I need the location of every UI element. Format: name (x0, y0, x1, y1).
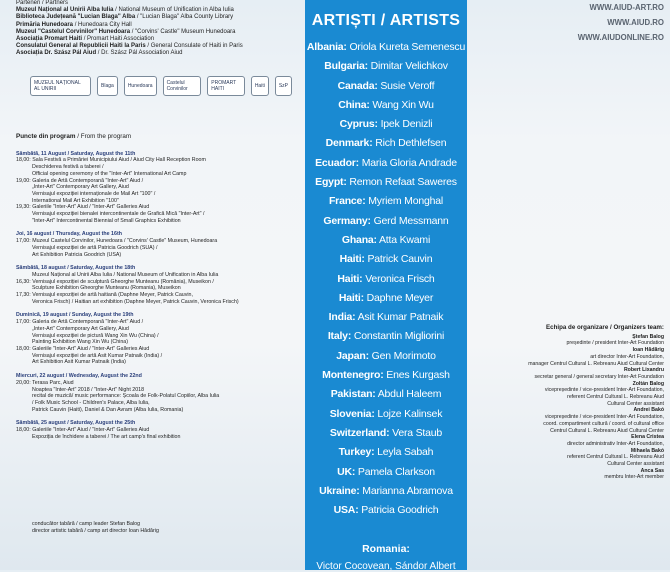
event-line: Veronica Frisch) / Haitian art exhibition (Daphne Meyer, Patrick Cauvin, Veronica Frisch) (32, 298, 239, 305)
member-name: Ștefan Balog (632, 333, 664, 340)
partner-row (16, 7, 302, 14)
event-line: „Inter-Art" Contemporary Art Gallery, Aiud (32, 184, 129, 191)
artist-country: Cyprus: (339, 118, 378, 131)
artist-name: Enes Kurgash (386, 369, 450, 382)
partner-name-en: / General Consulate of Haiti in Paris (145, 43, 243, 50)
artist-row (305, 385, 467, 404)
partner-name-en: / National Museum of Unification in Alba Iulia (113, 7, 234, 14)
artist-row (305, 424, 467, 443)
program-event (16, 151, 300, 225)
artist-name: Gerd Messmann (373, 214, 449, 227)
team-member (467, 381, 664, 408)
artist-country: Ghana: (341, 233, 377, 246)
artist-name: Patricia Goodrich (361, 504, 439, 517)
program-event (16, 312, 300, 366)
partner-row (16, 29, 302, 36)
partner-name: Muzeul "Castelul Corvinilor" Hunedoara (16, 28, 131, 35)
program-event (16, 420, 300, 440)
event-date: Sâmbătă, 18 august / Saturday, August the 18th (16, 265, 136, 272)
partner-name: Asociația Promart Haiti (16, 36, 83, 43)
artist-name: Lojze Kalinsek (377, 407, 443, 420)
member-role: președinte / president Inter-Art Foundation (566, 340, 664, 347)
member-role: secretar general / general secretary Inter-Art Foundation (534, 373, 664, 380)
member-name: Mihaela Bakó (630, 447, 664, 454)
event-line: 18,00: Galeriile "Inter-Art" Aiud / "Inter-Art" Galleries Aiud (16, 345, 150, 352)
event-line: Art Exhibition Patricia Goodrich (USA) (32, 251, 122, 258)
member-role: vicepreședinte / vice-president Inter-Art Foundation, (544, 387, 664, 394)
artist-row (305, 173, 467, 192)
artist-row (305, 327, 467, 346)
member-role: referent Centrul Cultural L. Rebreanu Aiud (567, 394, 664, 401)
artist-name: Myriem Monghal (368, 195, 444, 208)
artist-row (305, 38, 467, 57)
artist-country: Ecuador: (315, 156, 359, 169)
artist-row (305, 212, 467, 231)
partner-row (16, 43, 302, 50)
artist-name: Leyla Sabah (377, 446, 434, 459)
partner-logo: Blaga (97, 76, 118, 96)
member-name: Robert Lixandru (623, 367, 664, 374)
artist-row (305, 250, 467, 269)
artist-country: USA: (333, 504, 359, 517)
event-date: Miercuri, 22 august / Wednesday, August the 22nd (16, 373, 142, 380)
event-line: 17,00: Muzeul Castelul Corvinilor, Hunedoara / "Corvins' Castle" Museum, Hunedoara (16, 238, 218, 245)
artist-country: Japan: (336, 349, 369, 362)
artist-name: Oriola Kureta Semenescu (349, 41, 466, 53)
website-link[interactable]: WWW.AIUD.RO (607, 18, 664, 27)
event-date: Sâmbătă, 11 August / Saturday, August the 11th (16, 150, 136, 157)
partners-title: Parteneri / Partners (16, 0, 69, 6)
event-line: 18,00: Sala Festivă a Primăriei Municipiului Aiud / Aiud City Hall Reception Room (16, 157, 206, 164)
event-line: International Mail Art Exhibition "100" (32, 197, 119, 204)
event-line: 18,00: Galeriile "Inter-Art" Aiud / "Inter-Art" Galleries Aiud (16, 427, 150, 434)
partners-section (16, 0, 302, 58)
event-line: "Inter-Art" Intercontinental Biennial of Small Graphics Exhibition (32, 217, 181, 224)
artist-name: Pamela Clarkson (357, 465, 435, 478)
program-title-rest: / From the program (75, 133, 132, 140)
partner-logo: Castelul Corvinilor (163, 76, 202, 96)
partner-logo: Haiti (251, 76, 269, 96)
artist-name: Wang Xin Wu (372, 98, 434, 111)
member-role: coord. compartiment cultură / coord. of cultural office (543, 420, 664, 427)
artist-name: Marianna Abramova (362, 484, 453, 497)
website-link[interactable]: WWW.AIUDONLINE.RO (577, 33, 664, 42)
event-line: Sculpture Exhibition Gheorghe Munteanu (Romania), Museikon (32, 285, 181, 292)
artist-country: Haiti: (338, 291, 364, 304)
partner-name-en: / "Lucian Blaga" Alba County Library (135, 14, 234, 21)
member-role: Centrul Cultural L. Rebreanu Aiud Cultural Center (550, 427, 664, 434)
artist-row (305, 289, 467, 308)
partner-row (16, 14, 302, 21)
program-title (16, 134, 300, 141)
leader-line: conducător tabără / camp leader Stefan Balog (32, 521, 141, 527)
member-role: Cultural Center assistant (607, 400, 664, 407)
partner-name: Biblioteca Județeană "Lucian Blaga" Alba (16, 14, 136, 21)
event-line: 17,00: Galeria de Artă Contemporană "Inter-Art" Aiud / (16, 319, 144, 326)
artist-name: Susie Veroff (380, 79, 435, 92)
artist-name: Vera Staub (392, 426, 443, 439)
artist-name: Veronica Frisch (365, 272, 435, 285)
partner-name: Asociația Dr. Szász Pál Aiud (16, 50, 97, 57)
artist-country: Turkey: (338, 446, 375, 459)
member-role: referent Centrul Cultural L. Rebreanu Aiud (567, 454, 664, 461)
artist-country: Egypt: (315, 176, 347, 189)
event-line: Art Exhibition Asit Kumar Patnaik (India) (32, 359, 126, 366)
team-member (467, 367, 664, 380)
organizers-team (467, 325, 664, 481)
romania-label: Romania: (362, 543, 410, 555)
event-line: Painting Exhibition Wang Xin Wu (China) (32, 339, 128, 346)
artist-name: Constantin Migliorini (353, 330, 445, 343)
artist-name: Maria Gloria Andrade (361, 156, 457, 169)
event-line: Official opening ceremony of the "Inter-Art" International Art Camp (32, 170, 187, 177)
artists-title: ARTIȘTI / ARTISTS (311, 12, 461, 29)
event-line: 19,00: Galeria de Artă Contemporană "Inter-Art" Aiud / (16, 177, 144, 184)
romania-artists: Victor Cocovean, Sándor Albert (316, 561, 456, 572)
event-line: Muzeul Național al Unirii Alba Iulia / National Museum of Unification in Alba Iulia (32, 271, 219, 278)
partner-name-en: / "Corvins' Castle" Museum Hunedoara (130, 28, 236, 35)
member-role: vicepreședinte / vice-president Inter-Art Foundation, (544, 414, 664, 421)
partner-name: Muzeul Național al Unirii Alba Iulia (16, 7, 114, 14)
artist-row (305, 443, 467, 462)
team-member (467, 407, 664, 434)
artist-row (305, 463, 467, 482)
partner-row (16, 22, 302, 29)
partner-logo: MUZEUL NAȚIONAL AL UNIRII (30, 76, 91, 96)
website-link[interactable]: WWW.AIUD-ART.RO (589, 3, 664, 12)
event-line: recital de muzică/ music performance: Școala de Folk-Polatul Copiilor, Alba Iulia (32, 393, 220, 400)
member-role: Cultural Center assistant (607, 461, 664, 468)
member-name: Anca Sas (640, 467, 664, 474)
partners-list (16, 7, 302, 57)
artist-country: Albania: (306, 41, 347, 53)
program-title-bold: Puncte din program (16, 133, 76, 140)
member-name: Ioan Hădărig (632, 347, 664, 354)
artist-row (305, 134, 467, 153)
partner-logos (30, 74, 292, 98)
member-name: Andrei Bakó (633, 407, 664, 414)
event-date: Duminică, 19 august / Sunday, August the 19th (16, 312, 134, 319)
artist-row (305, 405, 467, 424)
program-section (16, 134, 300, 447)
event-line: Noaptea "Inter-Art" 2018 / "Inter-Art" Night 2018 (32, 386, 145, 393)
artist-country: Germany: (323, 214, 371, 227)
partner-row (16, 50, 302, 57)
event-line: Vernisajul expoziției de artă Asit Kumar Patnaik (India) / (32, 352, 163, 359)
event-line: / Folk Music School - Children's Palace, Alba Iulia, (32, 399, 150, 406)
member-role: art director Inter-Art Foundation, (590, 353, 664, 360)
artist-row (305, 192, 467, 211)
artist-country: Haiti: (339, 253, 365, 266)
artist-row (305, 347, 467, 366)
partner-name: Consulatul General al Republicii Haiti la Paris (16, 43, 146, 50)
partner-name-en: / Dr. Szász Pál Association Aiud (96, 50, 183, 57)
artist-country: UK: (337, 465, 356, 478)
artists-panel (305, 0, 467, 570)
artist-row (305, 96, 467, 115)
camp-leaders (32, 521, 159, 535)
artist-row (305, 115, 467, 134)
leader-line: director artistic tabără / camp art director Ioan Hădărig (32, 528, 159, 534)
artist-name: Ipek Denizli (380, 118, 433, 131)
artist-country: Slovenia: (329, 407, 375, 420)
event-line: Patrick Cauvin (Haiti), Daniel & Dan Avram (Alba Iulia, Romania) (32, 406, 184, 413)
artist-row (305, 231, 467, 250)
event-line: Deschiderea festivă a taberei / (32, 164, 104, 171)
event-line: 17,30: Vernisajul expoziției de artă haitiană (Daphne Meyer, Patrick Cauvin, (16, 292, 193, 299)
artist-country: Italy: (327, 330, 352, 343)
event-line: Vernisajul expoziției de pictură Wang Xin Wu (China) / (32, 332, 159, 339)
artist-country: China: (338, 98, 370, 111)
artist-country: Montenegro: (322, 369, 384, 382)
artist-name: Atta Kwami (379, 233, 431, 246)
team-title: Echipa de organizare / Organizers team: (546, 324, 664, 331)
artist-name: Dimitar Velichkov (370, 60, 448, 73)
program-event (16, 265, 300, 305)
artist-row (305, 366, 467, 385)
partner-name-en: / Hunedoara City Hall (73, 21, 132, 28)
event-line: „Inter-Art" Contemporary Art Gallery, Aiud (32, 325, 129, 332)
artist-country: India: (328, 311, 356, 324)
artist-row (305, 77, 467, 96)
event-line: 16,30: Vernisajul expoziției de sculptură Gheorghe Munteanu (România), Museikon / (16, 278, 214, 285)
member-name: Zoltán Balog (632, 380, 664, 387)
partner-row (16, 36, 302, 43)
event-line: Vernisajul expoziției internaționale de Mail Art "100" / (32, 190, 156, 197)
artist-country: Bulgaria: (324, 60, 368, 73)
partner-logo: PROMART HAITI (207, 76, 245, 96)
website-links (578, 0, 664, 45)
program-event (16, 373, 300, 413)
team-member (467, 347, 664, 367)
artists-list (305, 38, 467, 520)
artist-country: Denmark: (325, 137, 373, 150)
artist-name: Patrick Cauvin (367, 253, 433, 266)
artist-row (305, 57, 467, 76)
event-line: Vernisajul expoziției de artă Patricia Goodrich (SUA) / (32, 244, 158, 251)
artist-country: Switzerland: (329, 426, 390, 439)
partner-logo: Hunedoara (124, 76, 157, 96)
event-date: Joi, 16 august / Thursday, August the 16th (16, 231, 122, 238)
event-line: 20,00: Terasa Parc, Aiud (16, 379, 74, 386)
member-role: director administrativ Inter-Art Foundation, (567, 440, 664, 447)
right-column (467, 0, 670, 570)
artist-row (305, 308, 467, 327)
partner-name: Primăria Hunedoara (16, 21, 74, 28)
artist-row (305, 270, 467, 289)
artist-country: Haiti: (337, 272, 363, 285)
team-member (467, 468, 664, 481)
artist-country: Pakistan: (330, 388, 376, 401)
artist-name: Abdul Haleem (377, 388, 442, 401)
event-line: 19,30: Galeriile "Inter-Art" Aiud / "Inter-Art" Galleries Aiud (16, 204, 150, 211)
partner-logo: SzP (275, 76, 292, 96)
artist-name: Gen Morimoto (371, 349, 436, 362)
event-line: Vernisajul expoziției bienalei intercontinentale de Grafică Mică "Inter-Art" / (32, 211, 205, 218)
left-column (0, 0, 304, 570)
artist-row (305, 501, 467, 520)
artist-row (305, 482, 467, 501)
artist-name: Rich Dethlefsen (375, 137, 447, 150)
program-event (16, 231, 300, 258)
partner-name-en: / Promart Haiti Association (82, 36, 155, 43)
artist-name: Daphne Meyer (366, 291, 434, 304)
program-events (16, 151, 300, 441)
team-member (467, 334, 664, 347)
artist-name: Asit Kumar Patnaik (357, 311, 444, 324)
event-date: Sâmbătă, 25 august / Saturday, August the 25th (16, 420, 136, 427)
artist-name: Remon Refaat Saweres (349, 176, 457, 189)
member-name: Elena Cristea (631, 434, 664, 441)
artist-country: Ukraine: (319, 484, 360, 497)
event-line: Expoziția de închidere a taberei / The art camp's final exhibition (32, 433, 181, 440)
team-member (467, 448, 664, 468)
member-role: membru Inter-Art member (604, 474, 664, 481)
team-member (467, 434, 664, 447)
artist-country: Canada: (337, 79, 378, 92)
artist-country: France: (328, 195, 366, 208)
member-role: manager Centrul Cultural L. Rebreanu Aiud Cultural Center (528, 360, 664, 367)
artist-row (305, 154, 467, 173)
